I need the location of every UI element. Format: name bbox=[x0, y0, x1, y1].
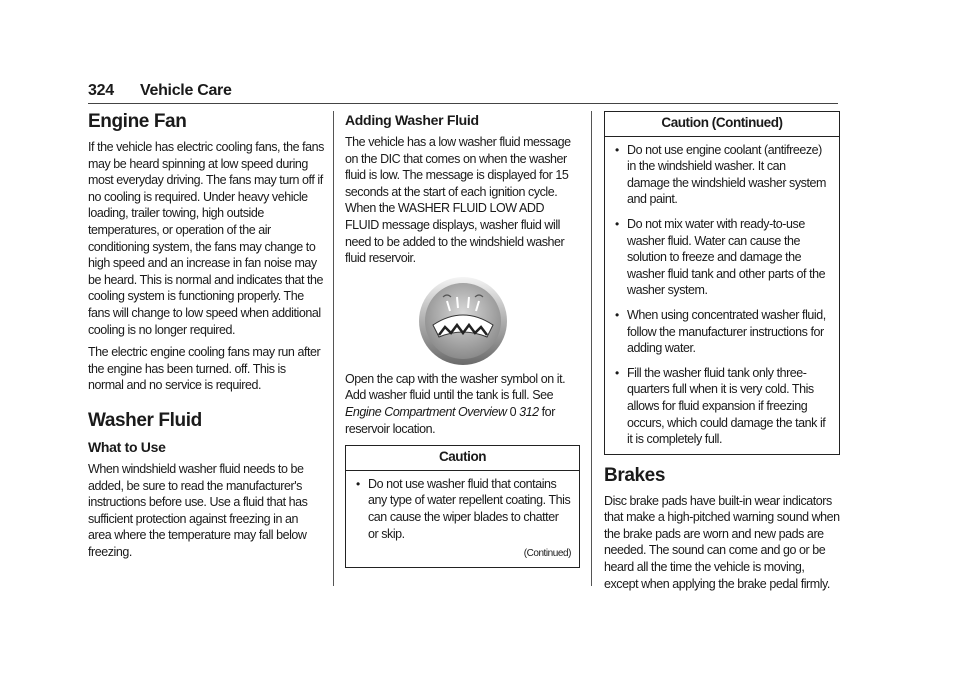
header-rule bbox=[88, 103, 838, 104]
caution-bullet-1: • Do not use engine coolant (antifreeze) in the windshield washer. It can damage the windshield washer system and paint. bbox=[613, 142, 831, 208]
column-divider-1 bbox=[333, 111, 334, 586]
caution-bullet: • Do not use washer fluid that contains any type of water repellent coating. This can cause the wiper blades to chatter or skip. bbox=[354, 476, 571, 542]
caution-continued-body bbox=[605, 137, 839, 454]
section-name: Vehicle Care bbox=[140, 82, 232, 99]
caution-bullet-3: • When using concentrated washer fluid, follow the manufacturer instructions for adding water. bbox=[613, 307, 831, 357]
brakes-paragraph: Disc brake pads have built-in wear indicators that make a high-pitched warning sound when the brake pads are worn and new pads are needed. The sound can come and go or be heard all the time the vehicle is moving, except when applying the brake pedal firmly. bbox=[604, 493, 840, 591]
caution-continued-box bbox=[604, 111, 840, 455]
adding-washer-fluid-heading: Adding Washer Fluid bbox=[345, 112, 479, 128]
page-ref-arrow-icon: 0 bbox=[509, 404, 517, 419]
washer-fluid-symbol-icon bbox=[417, 275, 509, 367]
caution-box bbox=[345, 445, 580, 568]
column-divider-2 bbox=[591, 111, 592, 586]
engine-fan-paragraph-1: If the vehicle has electric cooling fans, the fans may be heard spinning at low speed during most everyday driving. The fans may turn off if no cooling is required. Under heavy vehicle loading, trailer towing, high outside temperatures, or operation of the air conditioning system, the fans may change to high speed and an increase in fan noise may be heard. This is normal and indicates that the cooling system is functioning properly. The fans will change to low speed when additional cooling is no longer required. bbox=[88, 140, 324, 337]
washer-fluid-heading: Washer Fluid bbox=[88, 409, 202, 431]
engine-fan-paragraph-2: The electric engine cooling fans may run after the engine has been turned. off. This is normal and no service is required. bbox=[88, 345, 321, 393]
engine-compartment-link[interactable]: Engine Compartment Overview bbox=[345, 404, 507, 419]
caution-title: Caution bbox=[346, 446, 579, 471]
adding-paragraph-1: The vehicle has a low washer fluid message on the DIC that comes on when the washer fluid is low. The message is displayed for 15 seconds at the start of each ignition cycle. When the WASHER FLUID LOW ADD FLUID message displays, washer fluid will need to be added to the windshield washer fluid reservoir. bbox=[345, 135, 571, 266]
what-to-use-paragraph: When windshield washer fluid needs to be added, be sure to read the manufacturer's instructions before use. Use a fluid that has sufficient protection against freezing in an area where the temperature may fall below freezing. bbox=[88, 461, 308, 559]
caution-continued-title: Caution (Continued) bbox=[605, 112, 839, 137]
column-3 bbox=[604, 111, 840, 598]
page-header bbox=[88, 82, 838, 104]
adding-p2-text-end: for reservoir location. bbox=[345, 404, 555, 436]
column-2 bbox=[345, 111, 580, 568]
column-1 bbox=[88, 111, 324, 566]
washer-symbol-figure bbox=[345, 275, 580, 367]
brakes-heading: Brakes bbox=[604, 464, 665, 486]
caution-bullet-2: • Do not mix water with ready-to-use washer fluid. Water can cause the solution to freeze and damage the washer fluid tank and other parts of the washer system. bbox=[613, 216, 831, 299]
adding-paragraph-2 bbox=[345, 371, 580, 437]
adding-p2-text: Open the cap with the washer symbol on it. Add washer fluid until the tank is full. See bbox=[345, 371, 566, 403]
what-to-use-heading: What to Use bbox=[88, 438, 166, 455]
caution-body bbox=[346, 471, 579, 567]
engine-fan-heading: Engine Fan bbox=[88, 111, 187, 132]
page-number: 324 bbox=[88, 82, 114, 99]
page-ref-number[interactable]: 312 bbox=[519, 404, 539, 419]
caution-bullet-4: • Fill the washer fluid tank only three-quarters full when it is very cold. This allows for fluid expansion if freezing occurs, which could damage the tank if it is completely full. bbox=[613, 365, 831, 448]
continued-label: (Continued) bbox=[523, 548, 571, 560]
